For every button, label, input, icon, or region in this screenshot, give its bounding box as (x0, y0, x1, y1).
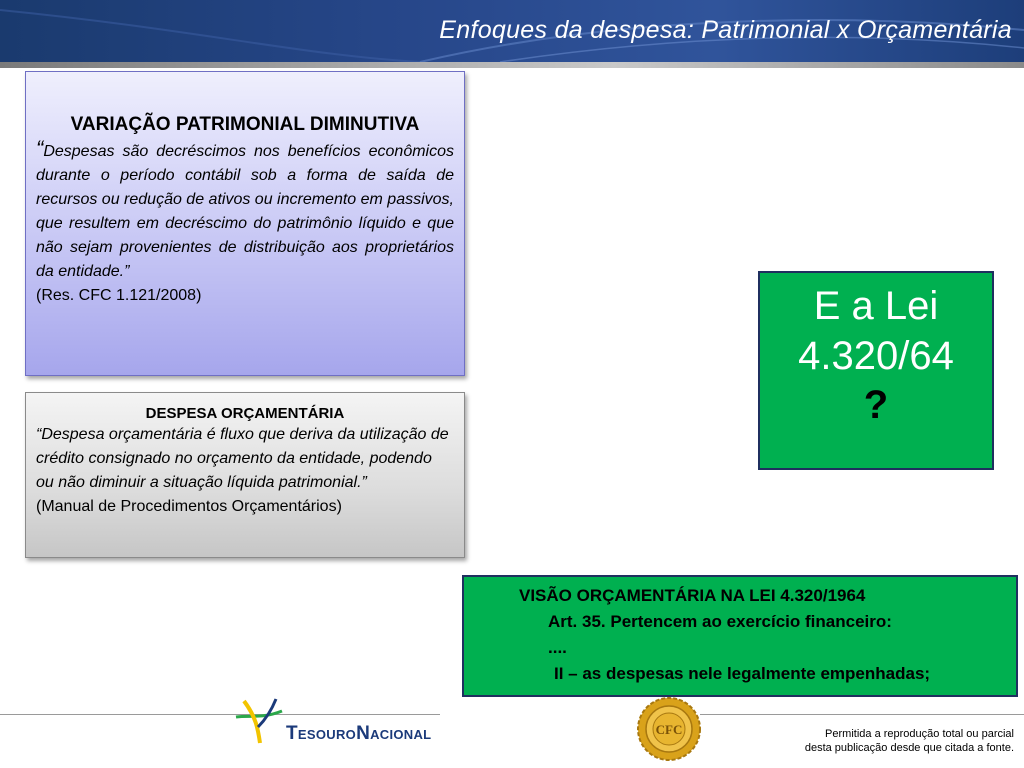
vpd-open-quote: “ (36, 136, 44, 161)
despesa-orcamentaria-box (25, 392, 465, 558)
footer-note-line-2: desta publicação desde que citada a fonte. (804, 742, 1014, 754)
vpd-quote-text: Despesas são decréscimos nos benefícios econômicos durante o período contábil sob a forma de saída de recursos ou redução de ativos ou incremento em passivos, que resultem em decréscimo do patrimônio líquido e que não sejam provenientes de distribuição aos proprietários da entidade.” (36, 143, 454, 280)
visao-orcamentaria-box (462, 575, 1018, 697)
visao-item-ii: II – as despesas nele legalmente empenhadas; (554, 664, 931, 683)
vpd-title: VARIAÇÃO PATRIMONIAL DIMINUTIVA (70, 114, 420, 135)
despesa-quote: “Despesa orçamentária é fluxo que deriva da utilização de crédito consignado no orçamento da entidade, podendo ou não diminuir a situação líquida patrimonial.” (36, 426, 449, 491)
lei-line-2: 4.320/64 (798, 334, 954, 378)
vpd-quote (36, 137, 454, 284)
tesouro-star-icon (232, 697, 288, 747)
cfc-seal-icon (636, 696, 702, 762)
footer-copyright-note (805, 727, 1014, 755)
slide-title: Enfoques da despesa: Patrimonial x Orçamentária (439, 16, 1012, 44)
tesouro-nacional-wordmark: TESOURONACIONAL (286, 723, 432, 744)
visao-ellipsis: .... (548, 638, 567, 657)
slide-header (0, 0, 1024, 62)
visao-art35: Art. 35. Pertencem ao exercício financeiro: (548, 612, 892, 631)
cfc-seal-label: CFC (655, 722, 683, 737)
footer-note-line-1: Permitida a reprodução total ou parcial (825, 728, 1014, 740)
header-divider (0, 62, 1024, 68)
tesouro-nacional-logo (232, 697, 442, 747)
footer-divider-right (700, 714, 1024, 715)
question-mark: ? (863, 383, 889, 427)
lei-line-1: E a Lei (813, 284, 939, 328)
visao-title: VISÃO ORÇAMENTÁRIA NA LEI 4.320/1964 (519, 586, 866, 605)
despesa-title: DESPESA ORÇAMENTÁRIA (145, 405, 345, 422)
despesa-source: (Manual de Procedimentos Orçamentários) (36, 498, 342, 515)
vpd-definition-box (25, 71, 465, 376)
vpd-source: (Res. CFC 1.121/2008) (36, 287, 202, 304)
lei-question-box (758, 271, 994, 470)
